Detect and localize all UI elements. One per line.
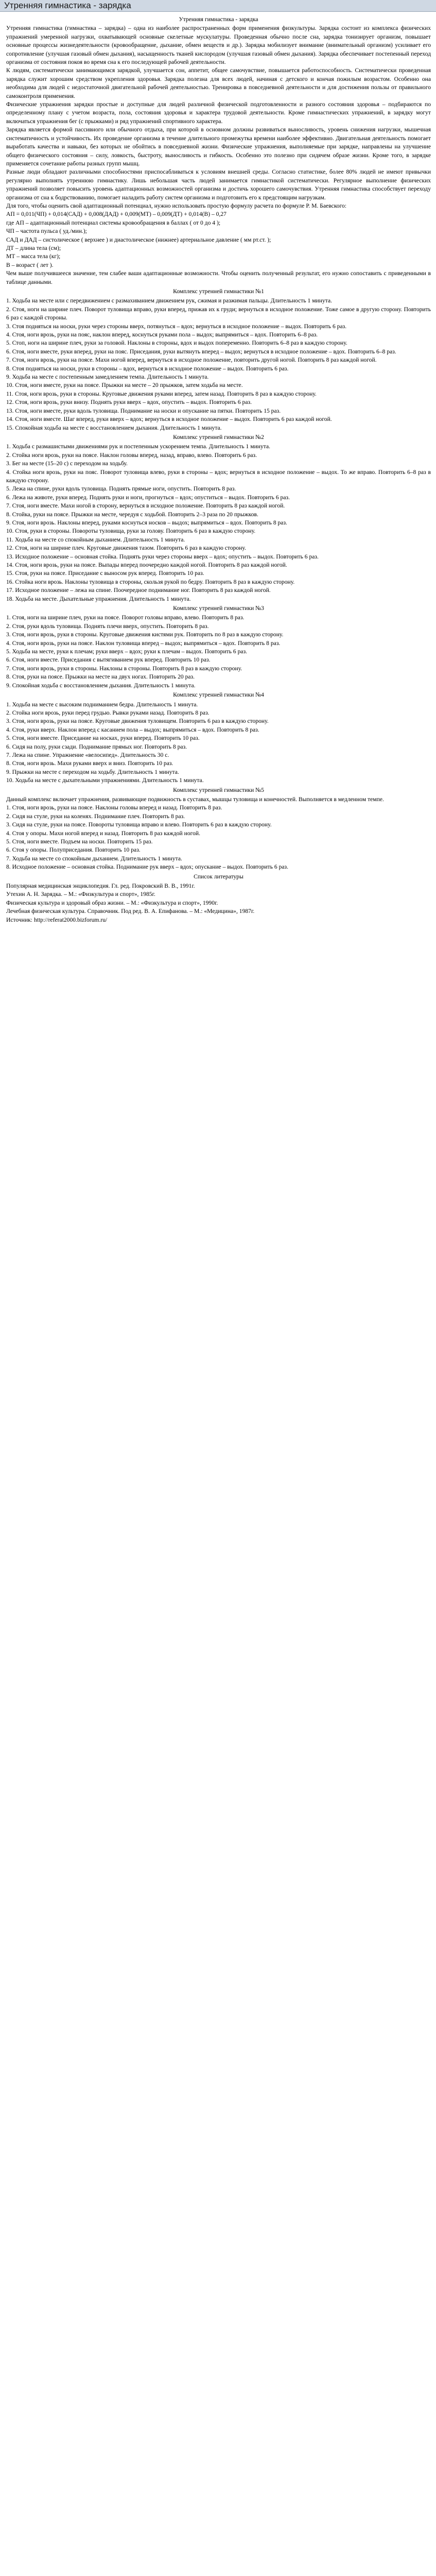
exercise-item: 16. Стойка ноги врозь. Наклоны туловища в стороны, скользя рукой по бедру. Повторить 8 раз в каждую сторону. xyxy=(6,578,295,585)
exercise-item: 9. Ходьба на месте с постепенным замедлением темпа. Длительность 1 минута. xyxy=(6,374,209,381)
page-header xyxy=(0,0,436,12)
exercise-item: 1. Стоя, ноги врозь, руки на поясе. Наклоны головы вперед и назад. Повторить 8 раз. xyxy=(6,804,222,811)
exercise-item: 4. Стоя, ноги врозь, руки на пояс, наклон вперед, коснуться руками пола – выдох; выпрямиться – вдох. Повторить 6–8 раз. xyxy=(6,331,318,338)
intro-block xyxy=(6,24,431,286)
exercise-item: 4. Стоя у опоры. Махи ногой вперед и назад. Повторить 8 раз каждой ногой. xyxy=(6,829,200,837)
exercise-item: 7. Лежа на спине. Упражнение «велосипед». Длительность 30 с. xyxy=(6,751,169,758)
section-title: Комплекс утренней гимнастики №2 xyxy=(173,433,264,440)
exercise-item: 5. Лежа на спине, руки вдоль туловища. Поднять прямые ноги, опустить. Повторить 8 раз. xyxy=(6,485,236,493)
exercise-item: 3. Стоя подняться на носки, руки через стороны вверх, потянуться – вдох; вернуться в исходное положение – выдох. Повторить 6 раз. xyxy=(6,323,347,330)
exercise-item: 1. Ходьба на месте с высоким подниманием бедра. Длительность 1 минута. xyxy=(6,701,198,708)
exercise-item: 8. Стоя, ноги врозь. Махи руками вверх и вниз. Повторить 10 раз. xyxy=(6,760,173,767)
exercise-item: 10. Стоя, ноги вместе, руки на поясе. Прыжки на месте – 20 прыжков, затем ходьба на месте. xyxy=(6,382,243,389)
exercise-item: 14. Стоя, ноги вместе. Шаг вперед, руки вверх – вдох; вернуться в исходное положение – выдох. Повторить 6 раз каждой ногой. xyxy=(6,416,332,423)
exercise-item: 7. Ходьба на месте со спокойным дыханием. Длительность 1 минута. xyxy=(6,855,182,862)
intro-paragraph: Разные люди обладают различными способностями приспосабливаться к условиям внешней среды. Согласно статистике, более 80% людей не имеют привычки регулярно выполнять утреннюю гимнастику. Лишь небольшая часть людей занимается гимнастикой систематически. Регулярное выполнение физических упражнений позволяет повысить уровень адаптационных возможностей организма и достичь хорошего самочувствия. Утренняя гимнастика способствует переходу организма от сна к бодрствованию, помогает наладить работу систем организма и подготовить его к предстоящим нагрузкам. xyxy=(6,168,431,201)
exercise-item: 3. Бег на месте (15–20 с) с переходом на ходьбу. xyxy=(6,460,128,467)
intro-paragraph: Чем выше получившееся значение, тем слабее ваши адаптационные возможности. Чтобы оценить полученный результат, его нужно сопоставить с приведенными в таблице данными. xyxy=(6,270,431,285)
references xyxy=(6,873,431,924)
document-body xyxy=(0,12,436,924)
intro-paragraph: К людям, систематически занимающимся зарядкой, улучшается сон, аппетит, общее самочувствие, повышается работоспособность. Систематически проведенная зарядка служит хорошим средством укрепления здоровья. Зарядка полезна для всех людей, начиная с детского и кончая пожилым возрастом. Особенно она необходима для людей с недостаточной двигательной рабочей деятельностью. Тренировка в повседневной деятельности и для достижения пользы от правильного самоконтроля применения. xyxy=(6,67,431,99)
exercise-item: 12. Стоя, ноги на ширине плеч. Круговые движения тазом. Повторить 6 раз в каждую сторону. xyxy=(6,545,246,552)
exercise-item: 15. Спокойная ходьба на месте с восстановлением дыхания. Длительность 1 минута. xyxy=(6,424,222,431)
exercise-item: 10. Стоя, руки в стороны. Повороты туловища, руки за голову. Повторить 6 раз в каждую сторону. xyxy=(6,528,256,535)
exercise-item: 15. Стоя, руки на поясе. Приседание с выносом рук вперед. Повторить 10 раз. xyxy=(6,570,204,577)
reference-item: Лечебная физическая культура. Справочник. Под ред. В. А. Епифанова. – М.: «Медицина», 1987г. xyxy=(6,908,255,915)
reference-item: Утехин А. Н. Зарядка. – М.: «Физкультура и спорт», 1985г. xyxy=(6,891,155,898)
exercise-item: 10. Ходьба на месте с дыхательными упражнениями. Длительность 1 минута. xyxy=(6,777,204,784)
exercise-item: 18. Ходьба на месте. Дыхательные упражнения. Длительность 1 минута. xyxy=(6,595,191,602)
exercise-item: 2. Стойка ноги врозь, руки перед грудью. Рывки руками назад. Повторить 8 раз. xyxy=(6,709,210,716)
exercise-item: 4. Стойка ноги врозь, руки на пояс. Поворот туловища влево, руки в стороны – вдох; вернуться в исходное положение – выдох. То же вправо. Повторить 6–8 раз в каждую сторону. xyxy=(6,468,431,484)
references-title: Список литературы xyxy=(194,873,243,880)
exercise-item: 7. Стоя, ноги врозь, руки на поясе. Махи ногой вперед, вернуться в исходное положение, повторить другой ногой. Повторить 8 раз каждой ногой. xyxy=(6,357,377,364)
exercise-item: 5. Ходьба на месте, руки к плечам; руки вверх – вдох; руки к плечам – выдох. Повторить 6 раз. xyxy=(6,648,248,655)
doc-title: Утренняя гимнастика - зарядка xyxy=(179,16,258,23)
intro-paragraph: САД и ДАД – систолическое ( верхнее ) и диастолическое (нижнее) артериальное давление ( мм рт.ст. ); xyxy=(6,236,271,243)
exercise-item: 7. Стоя, ноги врозь, руки в стороны. Наклоны в стороны. Повторить 8 раз в каждую сторону. xyxy=(6,665,242,672)
exercise-item: 14. Стоя, ноги врозь, руки на поясе. Выпады вперед поочередно каждой ногой. Повторить 8 раз каждой ногой. xyxy=(6,562,287,568)
exercise-item: 1. Стоя, ноги на ширине плеч, руки на поясе. Поворот головы вправо, влево. Повторить 8 раз. xyxy=(6,614,245,621)
exercise-item: 9. Спокойная ходьба с восстановлением дыхания. Длительность 1 минута. xyxy=(6,682,196,689)
exercise-item: 3. Сидя на стуле, руки на поясе. Повороты туловища вправо и влево. Повторить 6 раз в каждую сторону. xyxy=(6,821,272,828)
intro-paragraph: МТ – масса тела (кг); xyxy=(6,253,61,260)
exercise-section xyxy=(6,691,431,785)
exercise-section xyxy=(6,433,431,603)
intro-paragraph: Физические упражнения зарядки простые и доступные для людей различной физической подготовленности и разного состояния здоровья – подбираются по определенному плану с учетом возраста, пола, состояния здоровья и характера трудовой деятельности. Кроме гимнастических упражнений, в зарядку могут включаться упражнения бег (с прыжками) и ряд упражнений спортивного характера. xyxy=(6,101,431,125)
exercise-item: 5. Стоп, ноги на ширине плеч, руки за головой. Наклоны в стороны, вдох и выдох попеременно. Повторить 6–8 раз в каждую сторону. xyxy=(6,340,347,347)
exercise-item: 1. Ходьба с размашистыми движениями рук и постепенным ускорением темпа. Длительность 1 минута. xyxy=(6,443,271,450)
exercise-item: 2. Стоя, руки вдоль туловища. Поднять плечи вверх, опустить. Повторить 8 раз. xyxy=(6,622,209,630)
exercise-section xyxy=(6,786,431,872)
exercise-item: 8. Стойка, руки на поясе. Прыжки на месте, чередуя с ходьбой. Повторить 2–3 раза по 20 прыжков. xyxy=(6,511,258,518)
exercise-item: 11. Стоя, ноги врозь, руки в стороны. Круговые движения руками вперед, затем назад. Повторить 8 раз в каждую сторону. xyxy=(6,390,317,397)
intro-paragraph: В – возраст ( лет ). xyxy=(6,261,54,268)
section-title: Комплекс утренней гимнастики №4 xyxy=(173,691,264,699)
exercise-item: 8. Стоя подняться на носки, руки в стороны – вдох, вернуться в исходное положение – выдох. Повторить 6 раз. xyxy=(6,365,289,372)
intro-paragraph: Утренняя гимнастика (гимнастика – зарядка) – одна из наиболее распространенных форм применения физкультуры. Зарядка состоит из комплекса физических упражнений умеренной нагрузки, охватывающей основные скелетные мускулатуры. Проведенная обычно после сна, зарядка тонизирует организм, повышает основные процессы жизнедеятельности (кровообращение, дыхание, обмен веществ и др.). Зарядка мобилизует внимание (внимательный организм) усиливает его сопротивление (улучшая газовый обмен дыхания), насыщенность тканей кислородом (улучшая газовый обмен дыхания). Зарядка обеспечивает постепенный переход организма от состояния покоя во время сна к его последующей рабочей деятельности. xyxy=(6,25,431,66)
exercise-item: 2. Стойка ноги врозь, руки на поясе. Наклон головы вперед, назад, вправо, влево. Повторить 6 раз. xyxy=(6,451,257,459)
exercise-section xyxy=(6,604,431,690)
exercise-item: Данный комплекс включает упражнения, развивающие подвижность в суставах, мышцы туловища и конечностей. Выполняется в медленном темпе. xyxy=(6,795,384,803)
intro-paragraph: Зарядка является формой пассивного или обычного отдыха, при которой в основном должны развиваться выносливость, уровень снижения нагрузки, мышечная систематичность и устойчивость. Их проведение организма в течение длительного промежутка времени наиболее эффективно. Двигательная деятельность помогает выработать качества и навыки, без которых не обойтись в повседневной жизни. Физические упражнения, выполняемые при зарядке, направлены на улучшение общего физического состояния – силу, ловкость, быстроту, выносливость и гибкость. Особенно это полезно при сидячем образе жизни. Кроме того, в зарядке применяется сочетание работы разных групп мышц. xyxy=(6,126,431,167)
intro-paragraph: Для того, чтобы оценить свой адаптационный потенциал, нужно использовать простую формулу расчета по формуле Р. М. Баевского: xyxy=(6,202,347,209)
exercise-item: 4. Стоя, ноги врозь, руки на поясе. Наклон туловища вперед – выдох; выпрямиться – вдох. Повторить 8 раз. xyxy=(6,639,281,647)
exercise-item: 6. Сидя на полу, руки сзади. Поднимание прямых ног. Повторить 8 раз. xyxy=(6,743,187,750)
exercise-item: 6. Стоя, ноги вместе, руки вперед, руки на пояс. Приседания, руки вытянуть вперед – выдох; вернуться в исходное положение – вдох. Повторить 6–8 раз. xyxy=(6,348,396,355)
exercise-item: 5. Стоя, ноги вместе. Приседание на носках, руки вперед. Повторить 10 раз. xyxy=(6,735,200,742)
reference-item: Источник: http://referat2000.bizforum.ru/ xyxy=(6,916,108,923)
page-header-title: Утренняя гимнастика - зарядка xyxy=(4,1,131,10)
exercise-item: 13. Стоя, ноги вместе, руки вдоль туловища. Поднимание на носки и опускание на пятки. Повторить 15 раз. xyxy=(6,407,281,414)
exercise-item: 9. Стоя, ноги врозь. Наклоны вперед, руками коснуться носков – выдох; выпрямиться – вдох. Повторить 8 раз. xyxy=(6,519,287,526)
exercise-item: 6. Стоя, ноги вместе. Приседания с вытягиванием рук вперед. Повторить 10 раз. xyxy=(6,656,211,664)
reference-item: Физическая культура и здоровый образ жизни. – М.: «Физкультура и спорт», 1990г. xyxy=(6,899,218,906)
exercise-item: 13. Исходное положение – основная стойка. Поднять руки через стороны вверх – вдох; опустить – выдох. Повторить 6 раз. xyxy=(6,553,319,560)
intro-paragraph: ДТ – длина тела (см); xyxy=(6,244,61,251)
intro-paragraph: где АП – адаптационный потенциал системы кровообращения в баллах ( от 0 до 4 ); xyxy=(6,219,221,226)
exercise-item: 7. Стоя, ноги вместе. Махи ногой в сторону, вернуться в исходное положение. Повторить 8 раз каждой ногой. xyxy=(6,502,285,510)
exercise-section xyxy=(6,287,431,432)
exercise-item: 9. Прыжки на месте с переходом на ходьбу. Длительность 1 минута. xyxy=(6,768,179,775)
exercise-item: 1. Ходьба на месте или с передвижением с размахиванием движением рук, сжимая и разжимая пальцы. Длительность 1 минута. xyxy=(6,297,332,304)
exercise-item: 8. Стоя, руки на поясе. Прыжки на месте на двух ногах. Повторить 20 раз. xyxy=(6,673,195,681)
exercise-item: 3. Стоя, ноги врозь, руки на поясе. Круговые движения туловищем. Повторить 6 раз в каждую сторону. xyxy=(6,718,269,725)
exercise-item: 11. Ходьба на месте со спокойным дыханием. Длительность 1 минута. xyxy=(6,536,185,543)
exercise-item: 17. Исходное положение – лежа на спине. Поочередное поднимание ног. Повторить 8 раз каждой ногой. xyxy=(6,587,271,594)
exercise-item: 12. Стоя, ноги врозь, руки внизу. Поднять руки вверх – вдох, опустить – выдох. Повторить 6 раз. xyxy=(6,399,252,406)
exercise-sections xyxy=(6,287,431,872)
reference-item: Популярная медицинская энциклопедия. Гл. ред. Покровский В. В., 1991г. xyxy=(6,883,195,890)
exercise-item: 2. Сидя на стуле, руки на коленях. Поднимание плеч. Повторить 8 раз. xyxy=(6,812,185,820)
exercise-item: 6. Стоя у опоры. Полуприседания. Повторить 10 раз. xyxy=(6,846,141,854)
exercise-item: 3. Стоя, ноги врозь, руки в стороны. Круговые движения кистями рук. Повторить по 8 раз в каждую сторону. xyxy=(6,631,284,638)
section-title: Комплекс утренней гимнастики №5 xyxy=(173,786,264,793)
section-title: Комплекс утренней гимнастики №3 xyxy=(173,605,264,612)
exercise-item: 4. Стоя, руки вверх. Наклон вперед с касанием пола – выдох; выпрямиться – вдох. Повторить 8 раз. xyxy=(6,726,259,733)
intro-paragraph: ЧП – частота пульса ( уд./мин.); xyxy=(6,228,87,235)
exercise-item: 6. Лежа на животе, руки вперед. Поднять руки и ноги, прогнуться – вдох; опуститься – выдох. Повторить 6 раз. xyxy=(6,494,290,501)
exercise-item: 2. Стоя, ноги на ширине плеч. Поворот туловища вправо, руки вперед, прижав их к груди; вернуться в исходное положение. Тоже самое в другую сторону. Повторить 6 раз с каждой стороны. xyxy=(6,306,431,321)
exercise-item: 8. Исходное положение – основная стойка. Поднимание рук вверх – вдох; опускание – выдох. Повторить 6 раз. xyxy=(6,863,288,871)
section-title: Комплекс утренней гимнастики №1 xyxy=(173,288,264,295)
exercise-item: 5. Стоя, ноги вместе. Подъем на носки. Повторить 15 раз. xyxy=(6,838,153,845)
formula: АП = 0,011(ЧП) + 0,014(САД) + 0,008(ДАД) + 0,009(МТ) – 0,009(ДТ) + 0,014(В) – 0,27 xyxy=(6,211,226,218)
